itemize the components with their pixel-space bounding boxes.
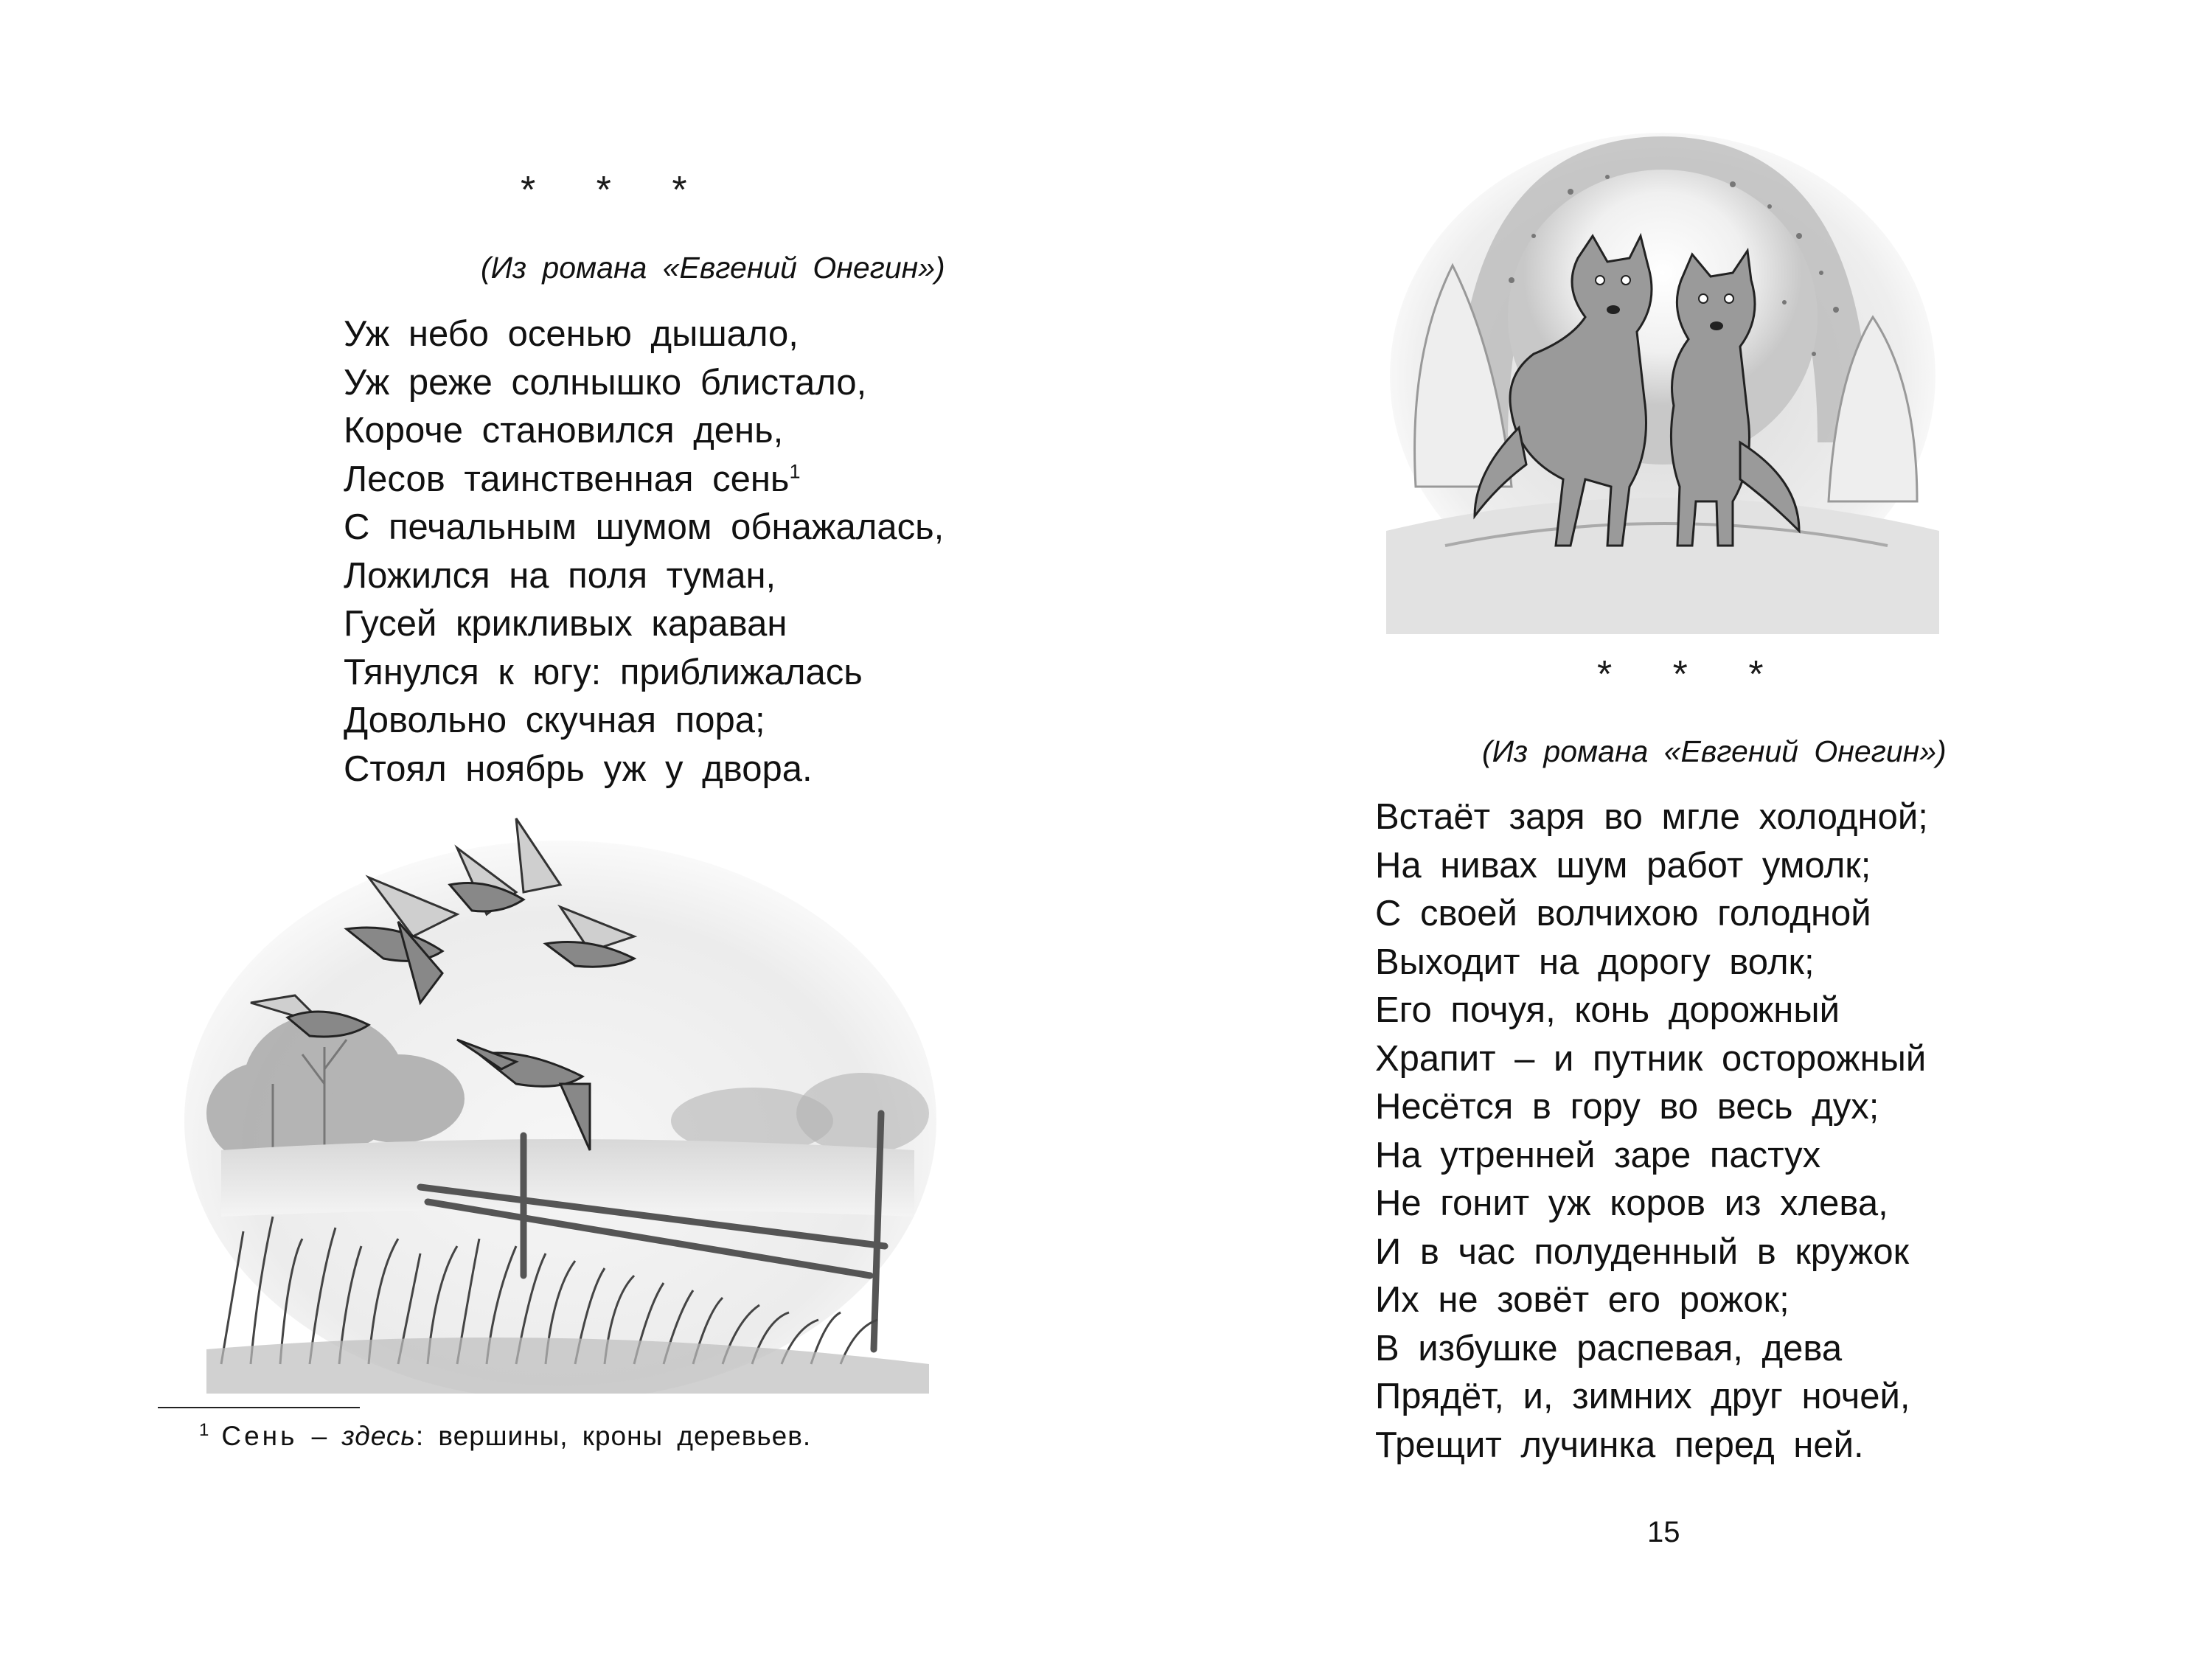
poem-line-text: Храпит – и путник осторожный (1375, 1038, 1927, 1079)
poem-line (1375, 1373, 1928, 1422)
poem-line (344, 504, 944, 552)
geese-illustration (177, 804, 959, 1394)
poem-line (344, 456, 944, 504)
poem-line-text: В избушке распевая, дева (1375, 1328, 1843, 1368)
poem-line (1375, 987, 1928, 1035)
poem-line-text: Уж реже солнышко блистало, (344, 362, 867, 403)
poem-line (344, 649, 944, 698)
poem-line (1375, 1180, 1928, 1228)
poem-line-text: Их не зовёт его рожок; (1375, 1280, 1790, 1320)
poem-line-text: С своей волчихою голодной (1375, 894, 1871, 933)
footnote-qualifier: здесь (341, 1421, 416, 1451)
footnote-ref: 1 (789, 460, 801, 483)
poem-line (1375, 1132, 1928, 1180)
two-wolves-in-snow-icon (1386, 133, 1939, 634)
poem-line (1375, 1422, 1928, 1470)
footnote-separator (158, 1407, 360, 1408)
footnote (199, 1421, 811, 1452)
poem-right (1375, 793, 1928, 1470)
poem-line-text: Довольно скучная пора; (344, 700, 765, 740)
footnote-term: Сень (221, 1421, 298, 1451)
poem-line-text: Встаёт заря во мгле холодной; (1375, 797, 1928, 837)
poem-line (1375, 939, 1928, 987)
section-mark: * * * (1597, 653, 1789, 696)
section-mark: * * * (521, 169, 712, 212)
wolves-illustration (1386, 133, 1939, 634)
poem-line-text: С печальным шумом обнажалась, (344, 507, 945, 547)
poem-line-text: Прядёт, и, зимних друг ночей, (1375, 1377, 1910, 1416)
poem-line (1375, 890, 1928, 939)
poem-line (344, 407, 944, 456)
poem-line (1375, 793, 1928, 842)
poem-line-text: Стоял ноябрь уж у двора. (344, 748, 813, 789)
poem-line-text: Гусей крикливых караван (344, 604, 787, 644)
poem-line-text: Лесов таинственная сень (344, 459, 790, 499)
poem-line (344, 600, 944, 649)
footnote-dash: – (311, 1421, 328, 1451)
page-number: 15 (1647, 1516, 1680, 1548)
poem-line-text: Несётся в гору во весь дух; (1375, 1087, 1879, 1127)
poem-line (1375, 842, 1928, 891)
poem-line-text: Ложился на поля туман, (344, 555, 776, 596)
poem-line (344, 697, 944, 745)
poem-line (1375, 1276, 1928, 1325)
poem-subtitle: (Из романа «Евгений Онегин») (481, 251, 945, 285)
poem-line (1375, 1035, 1928, 1084)
poem-line-text: Не гонит уж коров из хлева, (1375, 1183, 1888, 1223)
flying-geese-over-field-icon (177, 804, 959, 1394)
poem-line-text: На нивах шум работ умолк; (1375, 845, 1871, 886)
poem-line (344, 310, 944, 359)
poem-line-text: Короче становился день, (344, 411, 784, 451)
poem-line-text: Тянулся к югу: приближалась (344, 652, 863, 692)
poem-line (344, 745, 944, 794)
poem-line (344, 552, 944, 601)
poem-line-text: Трещит лучинка перед ней. (1375, 1425, 1864, 1465)
footnote-definition: : вершины, кроны деревьев. (415, 1421, 812, 1451)
poem-line-text: Выходит на дорогу волк; (1375, 942, 1815, 982)
poem-line-text: Его почуя, конь дорожный (1375, 990, 1840, 1030)
poem-line-text: И в час полуденный в кружок (1375, 1231, 1910, 1272)
poem-line (1375, 1228, 1928, 1277)
poem-line (1375, 1325, 1928, 1374)
poem-line (344, 359, 944, 408)
poem-subtitle: (Из романа «Евгений Онегин») (1482, 734, 1947, 768)
footnote-marker: 1 (199, 1419, 210, 1440)
poem-line (1375, 1083, 1928, 1132)
poem-left (344, 310, 944, 793)
poem-line-text: Уж небо осенью дышало, (344, 314, 799, 354)
poem-line-text: На утренней заре пастух (1375, 1135, 1821, 1175)
